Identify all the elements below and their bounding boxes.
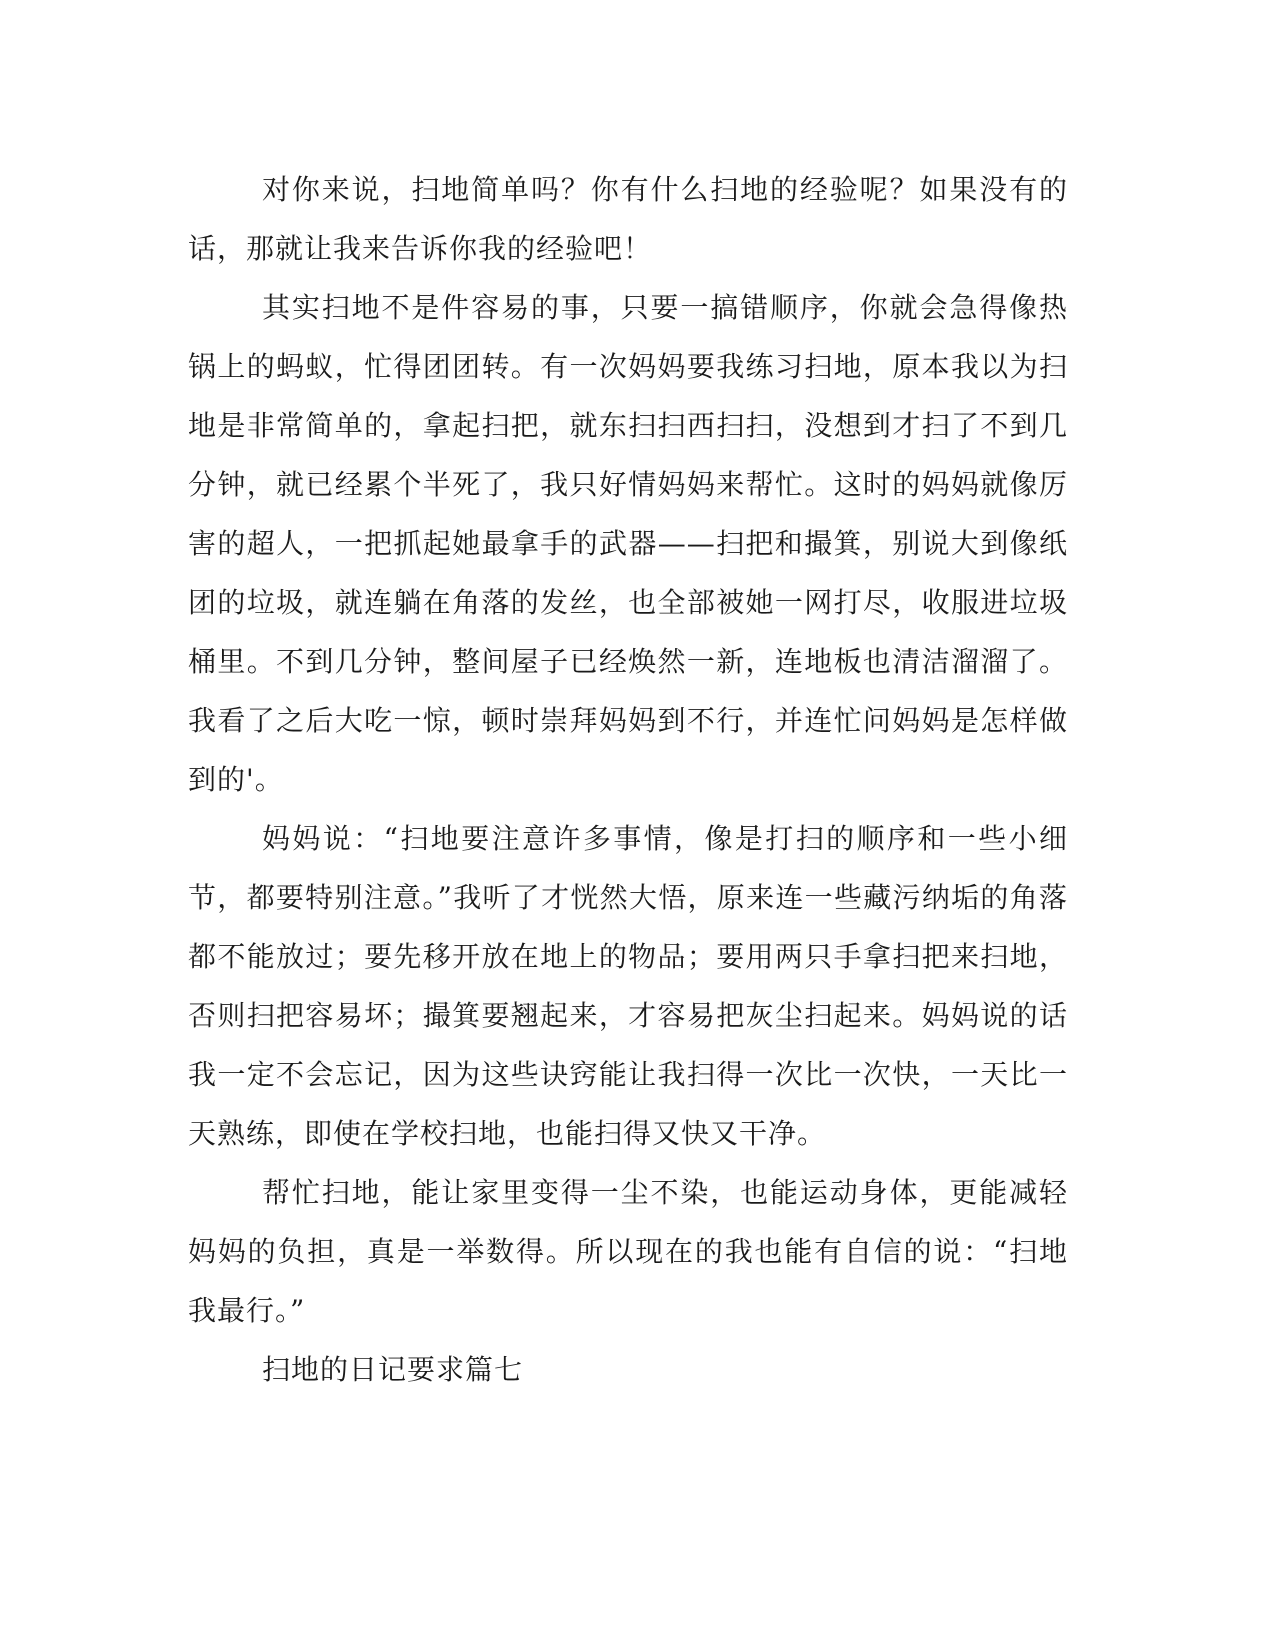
section-heading: 扫地的日记要求篇七 <box>262 1353 524 1386</box>
paragraph-mother-advice: 妈妈说：“扫地要注意许多事情，像是打扫的顺序和一些小细节，都要特别注意。”我听了才恍然大悟，原来连一些藏污纳垢的角落都不能放过；要先移开放在地上的物品；要用两只手拿扫把来扫地，否则扫把容易坏；撮箕要翘起来，才容易把灰尘扫起来。妈妈说的话我一定不会忘记，因为这些诀窍能让我扫得一次比一次快，一天比一天熟练，即使在学校扫地，也能扫得又快又干净。 <box>188 822 1068 1150</box>
paragraph-conclusion: 帮忙扫地，能让家里变得一尘不染，也能运动身体，更能减轻妈妈的负担，真是一举数得。所以现在的我也能有自信的说：“扫地我最行。” <box>188 1176 1068 1327</box>
paragraph-story: 其实扫地不是件容易的事，只要一搞错顺序，你就会急得像热锅上的蚂蚁，忙得团团转。有一次妈妈要我练习扫地，原本我以为扫地是非常简单的，拿起扫把，就东扫扫西扫扫，没想到才扫了不到几分钟，就已经累个半死了，我只好情妈妈来帮忙。这时的妈妈就像厉害的超人，一把抓起她最拿手的武器——扫把和撮箕，别说大到像纸团的垃圾，就连躺在角落的发丝，也全部被她一网打尽，收服进垃圾桶里。不到几分钟，整间屋子已经焕然一新，连地板也清洁溜溜了。我看了之后大吃一惊，顿时崇拜妈妈到不行，并连忙问妈妈是怎样做到的'。 <box>188 291 1068 796</box>
paragraph-intro: 对你来说，扫地简单吗？你有什么扫地的经验呢？如果没有的话，那就让我来告诉你我的经验吧！ <box>188 173 1068 265</box>
document-body <box>188 160 1068 1399</box>
